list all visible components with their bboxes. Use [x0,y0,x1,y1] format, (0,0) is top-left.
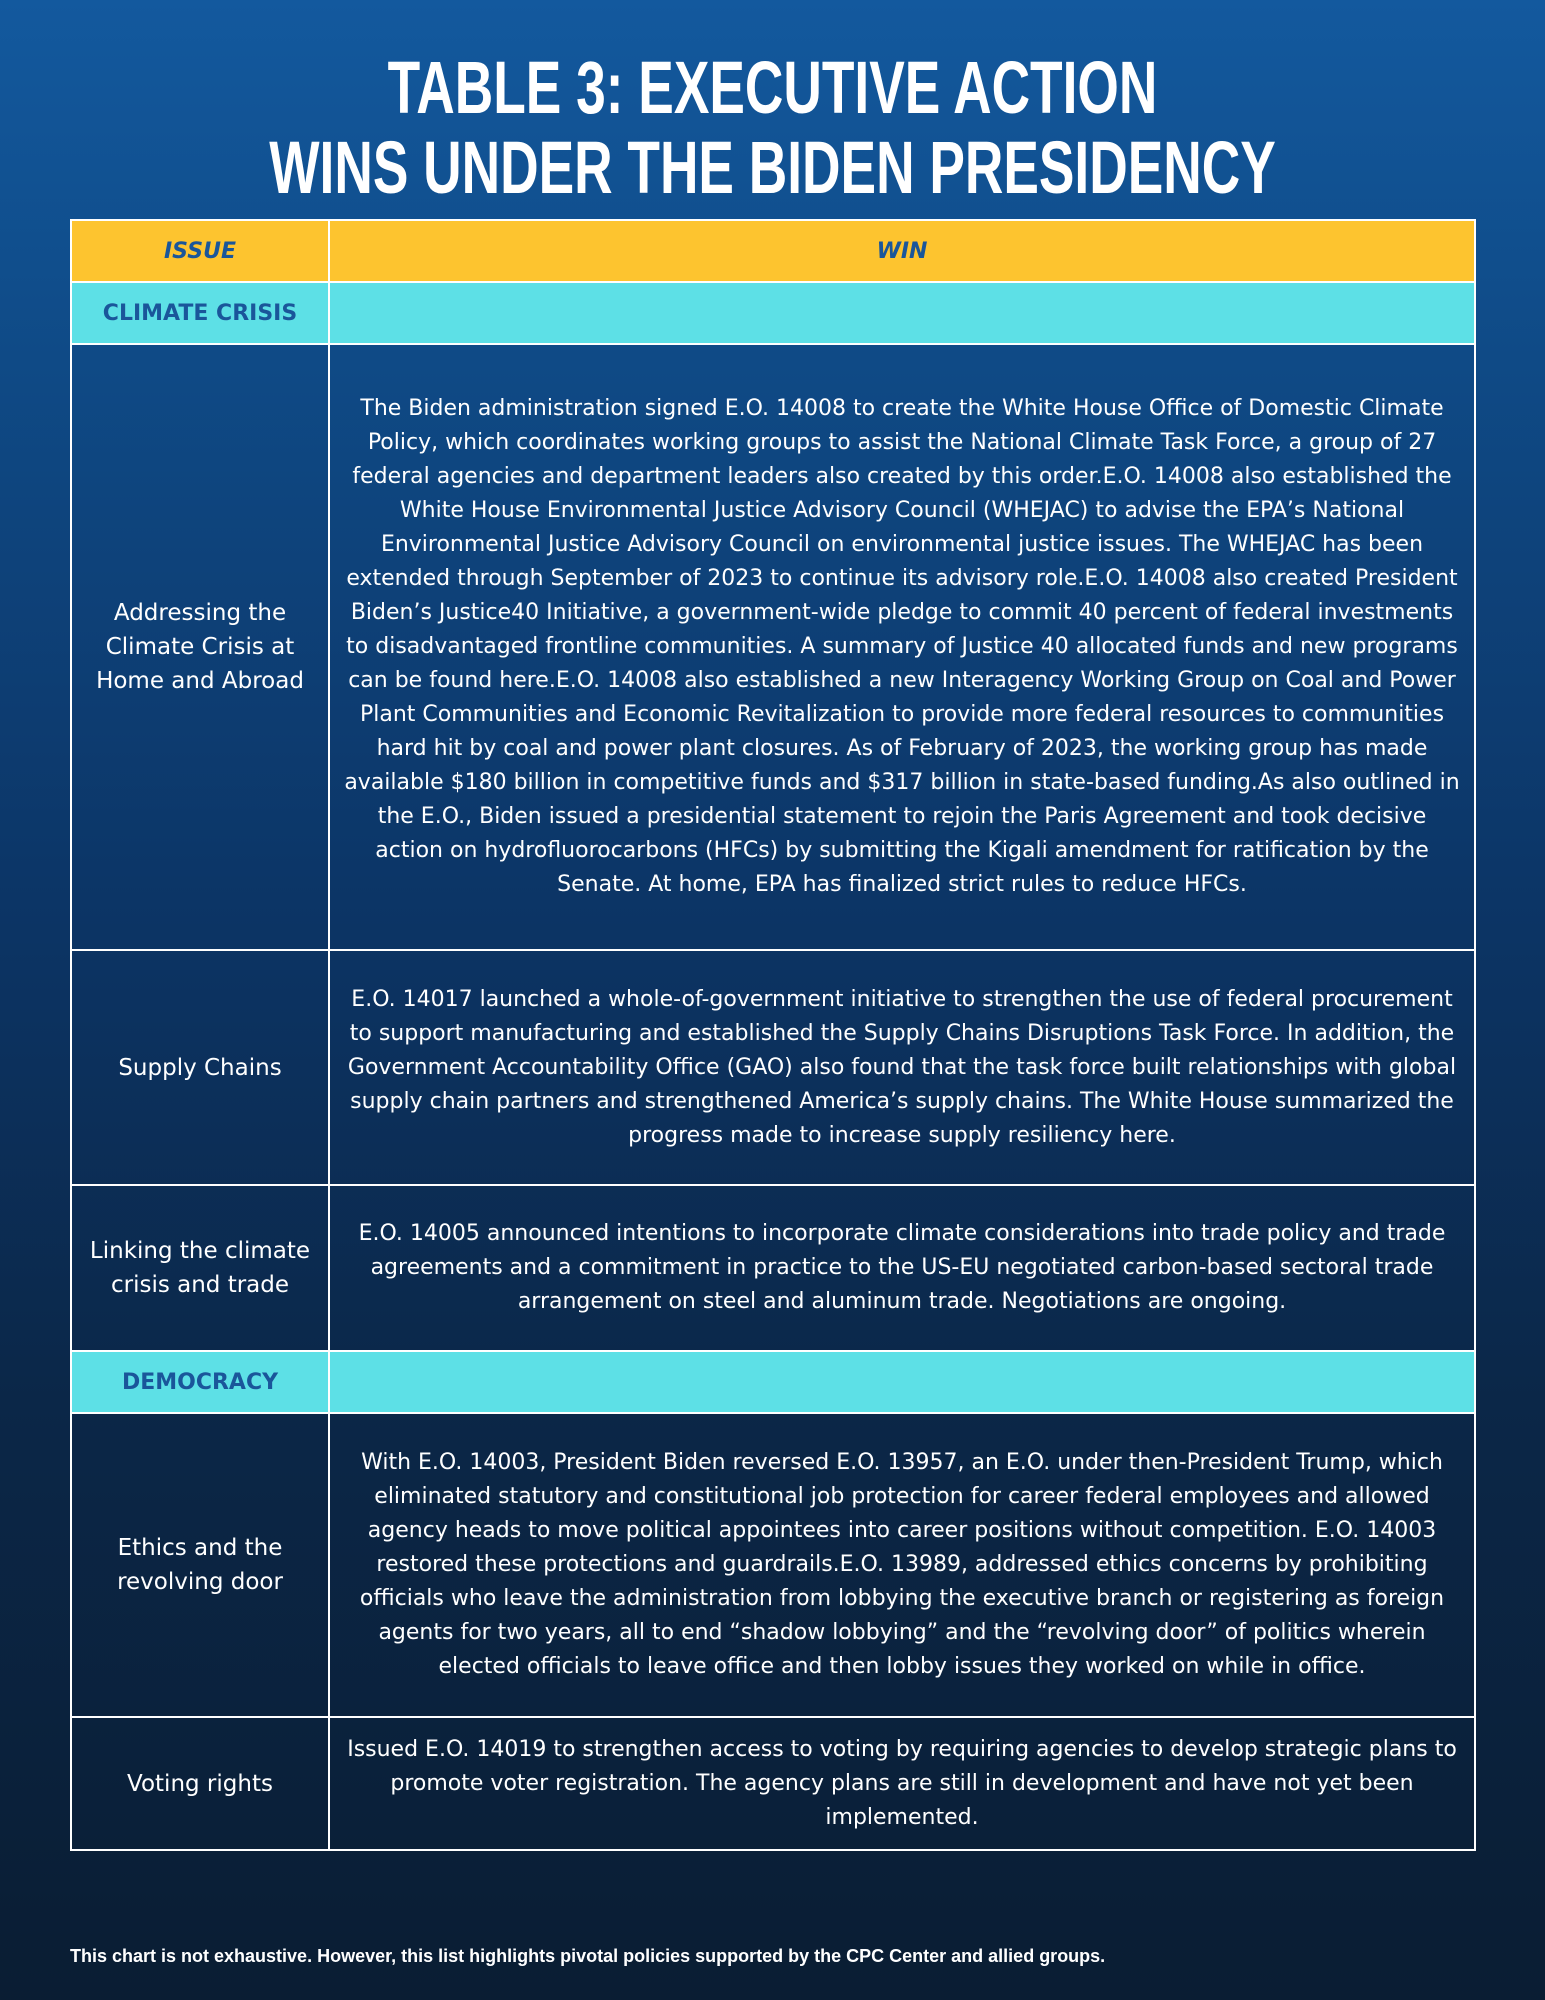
section-row-democracy [71,1351,1475,1413]
section-empty-cell [329,1351,1475,1413]
footnote: This chart is not exhaustive. However, this list highlights pivotal policies supported by the CPC Center and allied groups. [70,1946,1106,1966]
page-title-line-1: TABLE 3: EXECUTIVE ACTION [387,46,1158,129]
executive-action-table [70,219,1476,1851]
section-label: CLIMATE CRISIS [71,282,329,344]
win-cell: E.O. 14017 launched a whole-of-government initiative to strengthen the use of federal procurement to support manufacturing and established the Supply Chains Disruptions Task Force. In addition, the Government Accountability Office (GAO) also found that the task force built relationships with global supply chain partners and strengthened America’s supply chains. The White House summarized the progress made to increase supply resiliency here. [329,950,1475,1185]
win-cell: E.O. 14005 announced intentions to incorporate climate considerations into trade policy and trade agreements and a commitment in practice to the US-EU negotiated carbon-based sectoral trade arrangement on steel and aluminum trade. Negotiations are ongoing. [329,1185,1475,1351]
section-row-climate-crisis [71,282,1475,344]
table-row [71,1413,1475,1717]
section-empty-cell [329,282,1475,344]
table-row [71,344,1475,950]
section-label: DEMOCRACY [71,1351,329,1413]
win-cell: Issued E.O. 14019 to strengthen access to voting by requiring agencies to develop strategic plans to promote voter registration. The agency plans are still in development and have not yet been implemented. [329,1717,1475,1850]
page-title [216,48,1328,208]
table-row [71,950,1475,1185]
issue-cell: Linking the climate crisis and trade [71,1185,329,1351]
table-row [71,1717,1475,1850]
issue-cell: Addressing the Climate Crisis at Home and Abroad [71,344,329,950]
win-cell: The Biden administration signed E.O. 14008 to create the White House Office of Domestic Climate Policy, which coordinates working groups to assist the National Climate Task Force, a group of 27 federal agencies and department leaders also created by this order.E.O. 14008 also established the White House Environmental Justice Advisory Council (WHEJAC) to advise the EPA’s National Environmental Justice Advisory Council on environmental justice issues. The WHEJAC has been extended through September of 2023 to continue its advisory role.E.O. 14008 also created President Biden’s Justice40 Initiative, a government-wide pledge to commit 40 percent of federal investments to disadvantaged frontline communities. A summary of Justice 40 allocated funds and new programs can be found here.E.O. 14008 also established a new Interagency Working Group on Coal and Power Plant Communities and Economic Revitalization to provide more federal resources to communities hard hit by coal and power plant closures. As of February of 2023, the working group has made available $180 billion in competitive funds and $317 billion in state-based funding.As also outlined in the E.O., Biden issued a presidential statement to rejoin the Paris Agreement and took decisive action on hydrofluorocarbons (HFCs) by submitting the Kigali amendment for ratification by the Senate. At home, EPA has finalized strict rules to reduce HFCs. [329,344,1475,950]
table-row [71,1185,1475,1351]
page-title-line-2: WINS UNDER THE BIDEN PRESIDENCY [269,126,1276,209]
issue-cell: Supply Chains [71,950,329,1185]
win-cell: With E.O. 14003, President Biden reversed E.O. 13957, an E.O. under then-President Trump, which eliminated statutory and constitutional job protection for career federal employees and allowed agency heads to move political appointees into career positions without competition. E.O. 14003 restored these protections and guardrails.E.O. 13989, addressed ethics concerns by prohibiting officials who leave the administration from lobbying the executive branch or registering as foreign agents for two years, all to end “shadow lobbying” and the “revolving door” of politics wherein elected officials to leave office and then lobby issues they worked on while in office. [329,1413,1475,1717]
column-header-issue: ISSUE [71,220,329,282]
table-header-row [71,220,1475,282]
issue-cell: Ethics and the revolving door [71,1413,329,1717]
column-header-win: WIN [329,220,1475,282]
issue-cell: Voting rights [71,1717,329,1850]
